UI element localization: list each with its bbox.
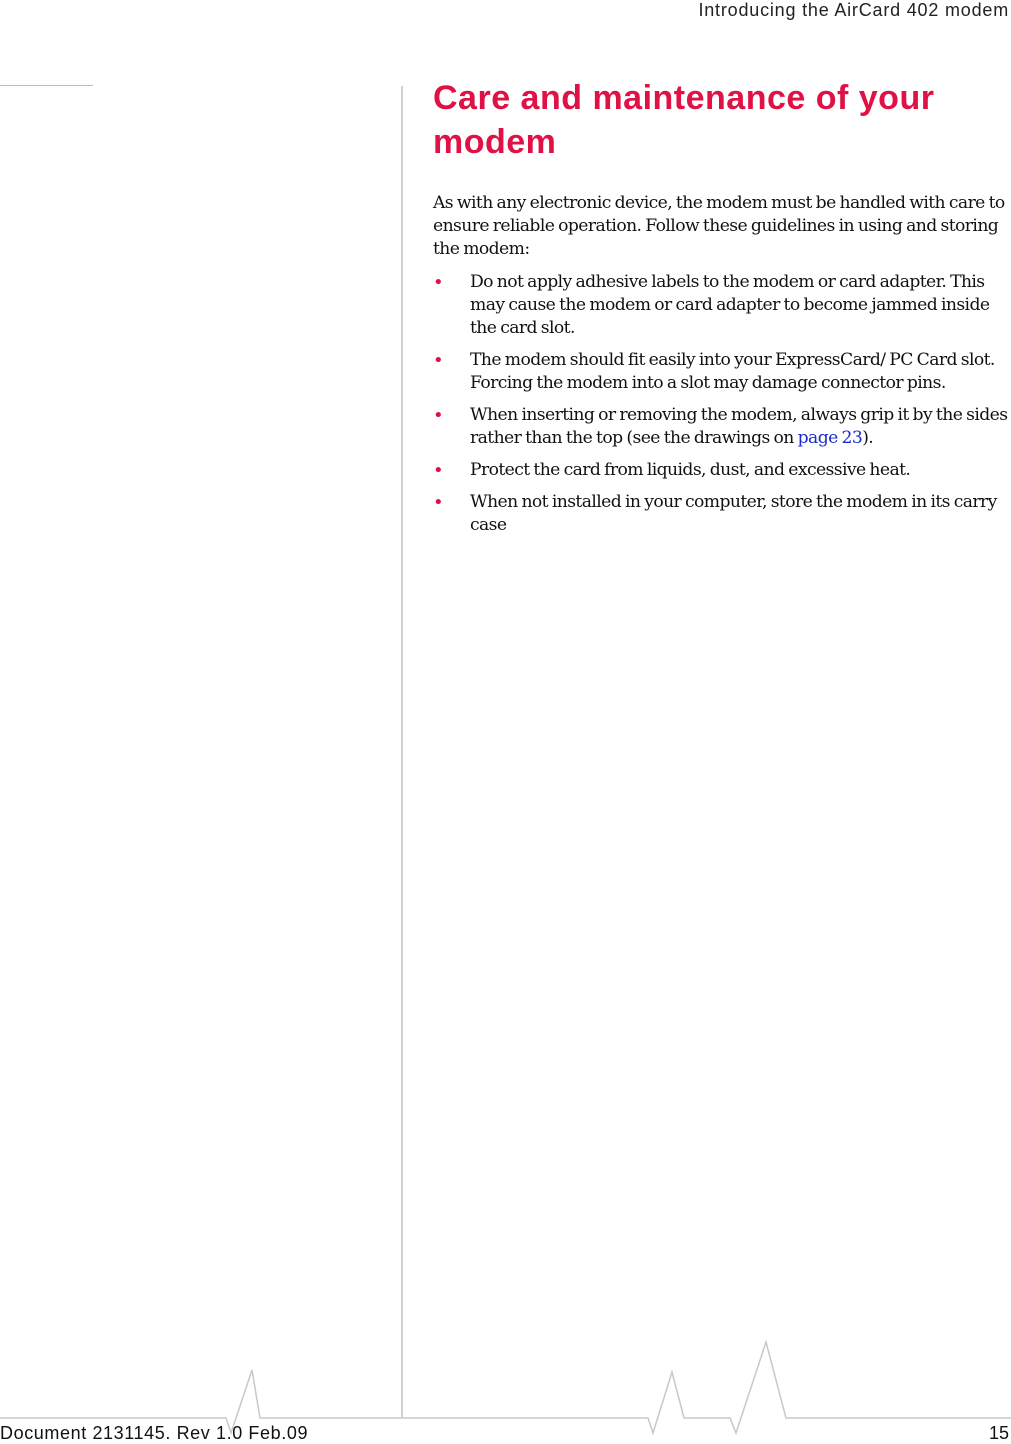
list-item-text-end: ).: [862, 428, 874, 448]
list-item-text: When inserting or removing the modem, always grip it by the sides rather than the top (see the drawings on: [470, 405, 1008, 448]
intro-paragraph: As with any electronic device, the modem must be handled with care to ensure reliable operation. Follow these guidelines in using and storing the modem:: [433, 193, 1005, 259]
section-title: Care and maintenance of your modem: [433, 79, 935, 161]
guidelines-list: [433, 271, 1009, 537]
running-header: Introducing the AirCard 402 modem: [698, 0, 1009, 20]
column-rule-divider: [401, 86, 403, 1418]
footer-document-ref: Document 2131145. Rev 1.0 Feb.09: [0, 1423, 309, 1443]
list-item-text: Protect the card from liquids, dust, and excessive heat.: [470, 460, 911, 480]
main-content: [433, 76, 1009, 546]
page-23-link[interactable]: page 23: [797, 428, 863, 448]
list-item-text: When not installed in your computer, store the modem in its carry case: [470, 492, 997, 535]
bullet-icon: •: [433, 492, 444, 513]
bullet-icon: •: [433, 460, 444, 481]
list-item: [433, 404, 1010, 450]
list-item: [433, 271, 1010, 340]
bullet-icon: •: [433, 272, 444, 293]
list-item: [433, 349, 1010, 395]
pulse-line-path: [0, 1342, 1011, 1433]
list-item-text: Do not apply adhesive labels to the modem or card adapter. This may cause the modem or card adapter to become jammed inside the card slot.: [470, 272, 990, 338]
list-item: [433, 459, 1010, 482]
footer-page-number: 15: [988, 1423, 1009, 1443]
list-item: [433, 491, 1010, 537]
top-rule-divider: [0, 85, 93, 86]
list-item-text: The modem should fit easily into your ExpressCard/ PC Card slot. Forcing the modem into a slot may damage connector pins.: [470, 350, 995, 393]
bullet-icon: •: [433, 405, 444, 426]
bullet-icon: •: [433, 350, 444, 371]
